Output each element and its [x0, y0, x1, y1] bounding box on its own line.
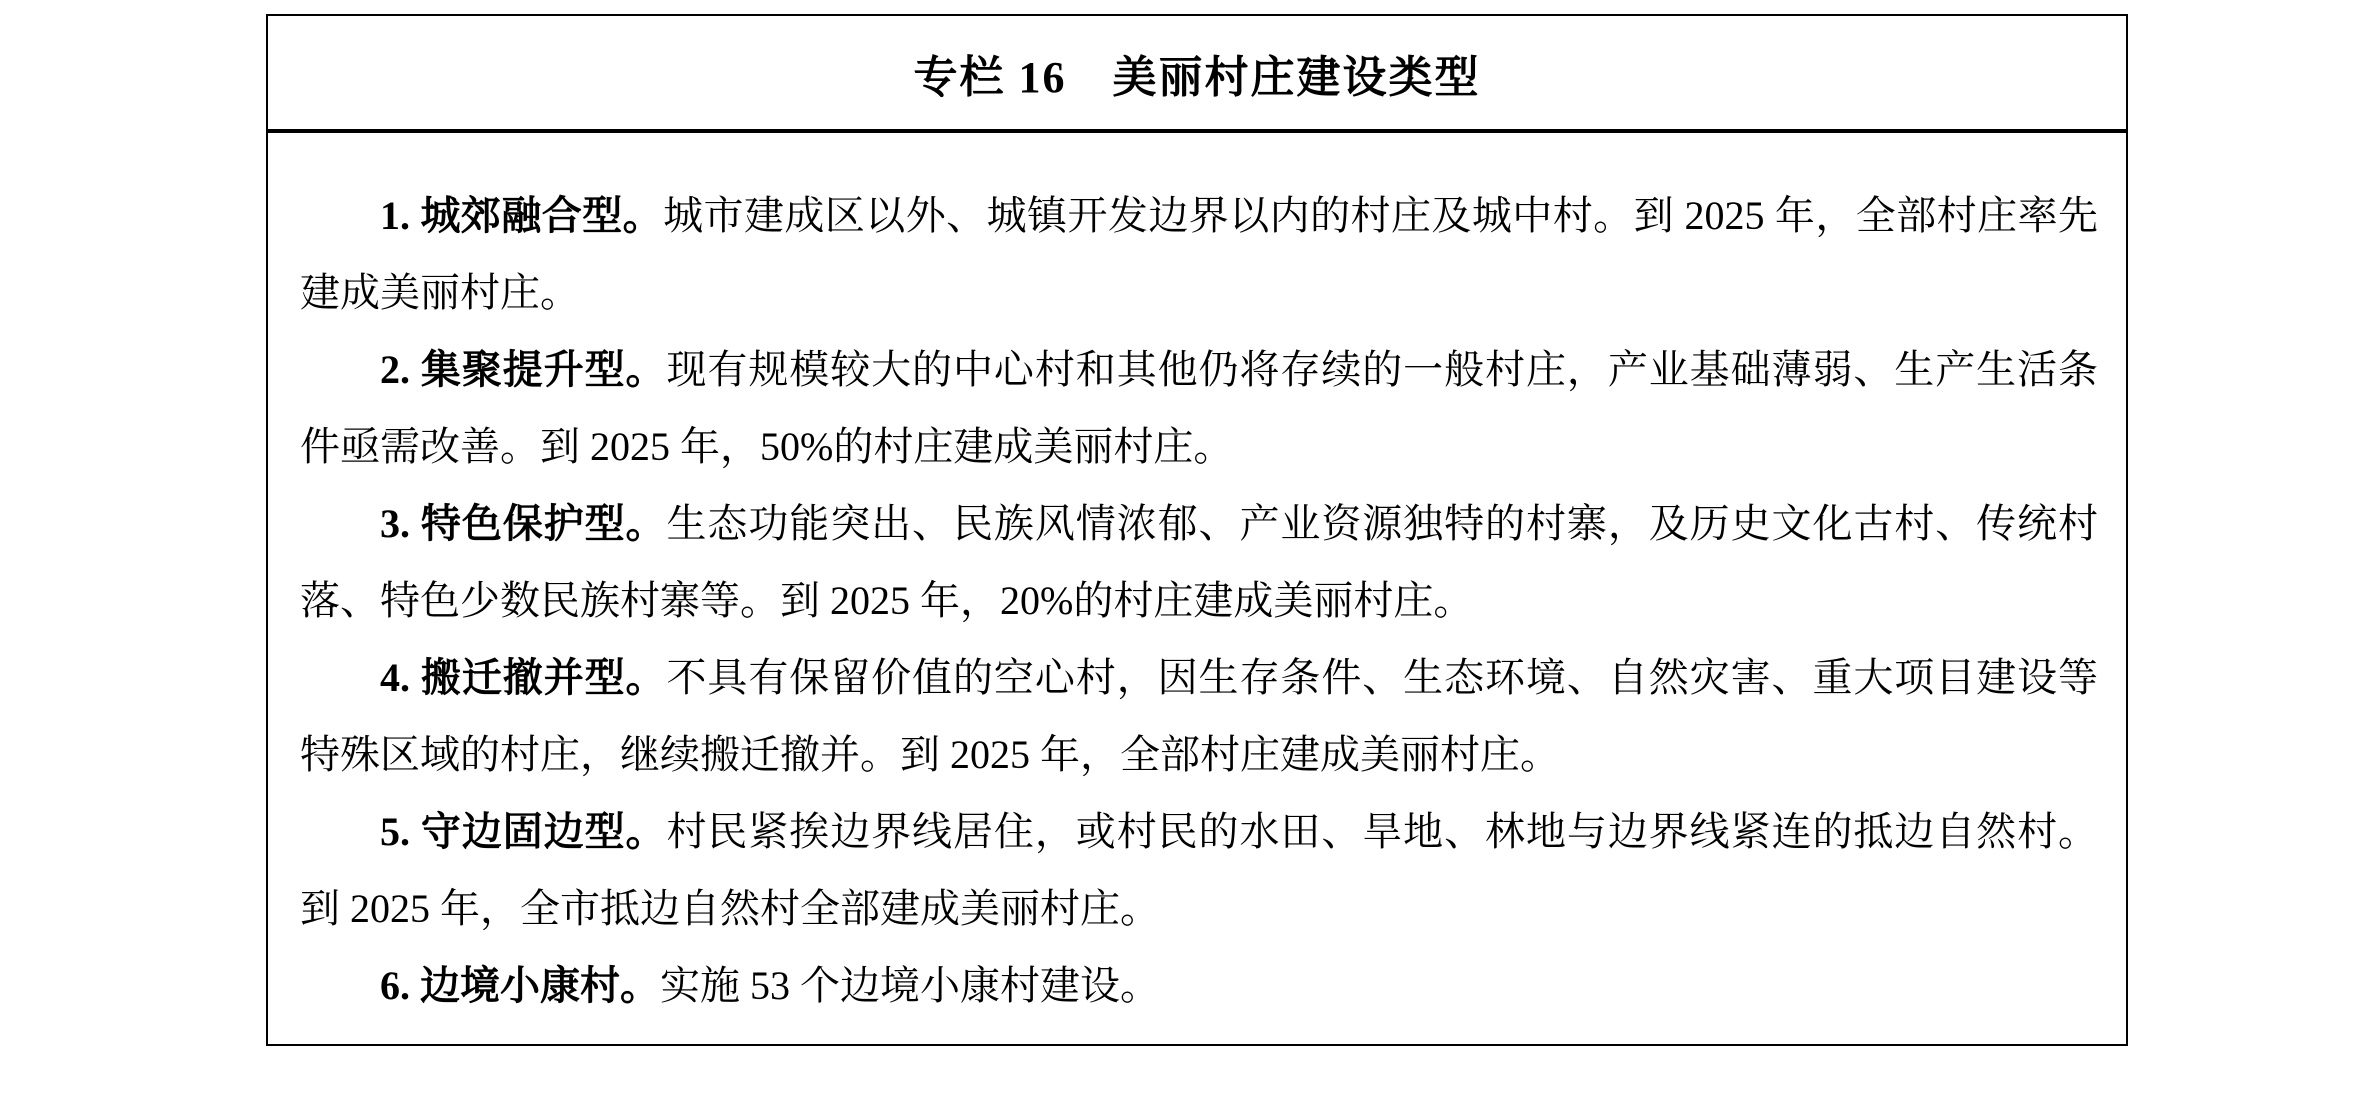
type-item-text: 实施 53 个边境小康村建设。	[660, 963, 1160, 1008]
type-item	[300, 177, 2098, 331]
type-item-lead: 3. 特色保护型。	[380, 501, 667, 546]
type-item-text: 现有规模较大的中心村和其他仍将存续的一般村庄，产业基础薄弱、生产生活条件亟需改善。到 2025 年，50%的村庄建成美丽村庄。	[300, 347, 2099, 469]
type-item-lead: 1. 城郊融合型。	[380, 193, 664, 238]
type-item-lead: 5. 守边固边型。	[380, 809, 667, 854]
type-item-lead: 2. 集聚提升型。	[380, 347, 667, 392]
callout-body	[268, 133, 2126, 1024]
type-item-text: 生态功能突出、民族风情浓郁、产业资源独特的村寨，及历史文化古村、传统村落、特色少数民族村寨等。到 2025 年，20%的村庄建成美丽村庄。	[300, 501, 2099, 623]
type-item	[300, 485, 2098, 639]
type-item-lead: 4. 搬迁撤并型。	[380, 655, 667, 700]
type-item-text: 村民紧挨边界线居住，或村民的水田、旱地、林地与边界线紧连的抵边自然村。到 2025 年，全市抵边自然村全部建成美丽村庄。	[300, 809, 2099, 931]
type-item-lead: 6. 边境小康村。	[380, 963, 660, 1008]
type-item	[300, 331, 2098, 485]
type-item-text: 城市建成区以外、城镇开发边界以内的村庄及城中村。到 2025 年，全部村庄率先建成美丽村庄。	[300, 193, 2099, 315]
type-item	[300, 947, 2098, 1024]
type-item	[300, 793, 2098, 947]
type-item-text: 不具有保留价值的空心村，因生存条件、生态环境、自然灾害、重大项目建设等特殊区域的村庄，继续搬迁撤并。到 2025 年，全部村庄建成美丽村庄。	[300, 655, 2099, 777]
callout-title: 专栏 16 美丽村庄建设类型	[268, 16, 2126, 133]
type-item	[300, 639, 2098, 793]
callout-box	[266, 14, 2128, 1046]
